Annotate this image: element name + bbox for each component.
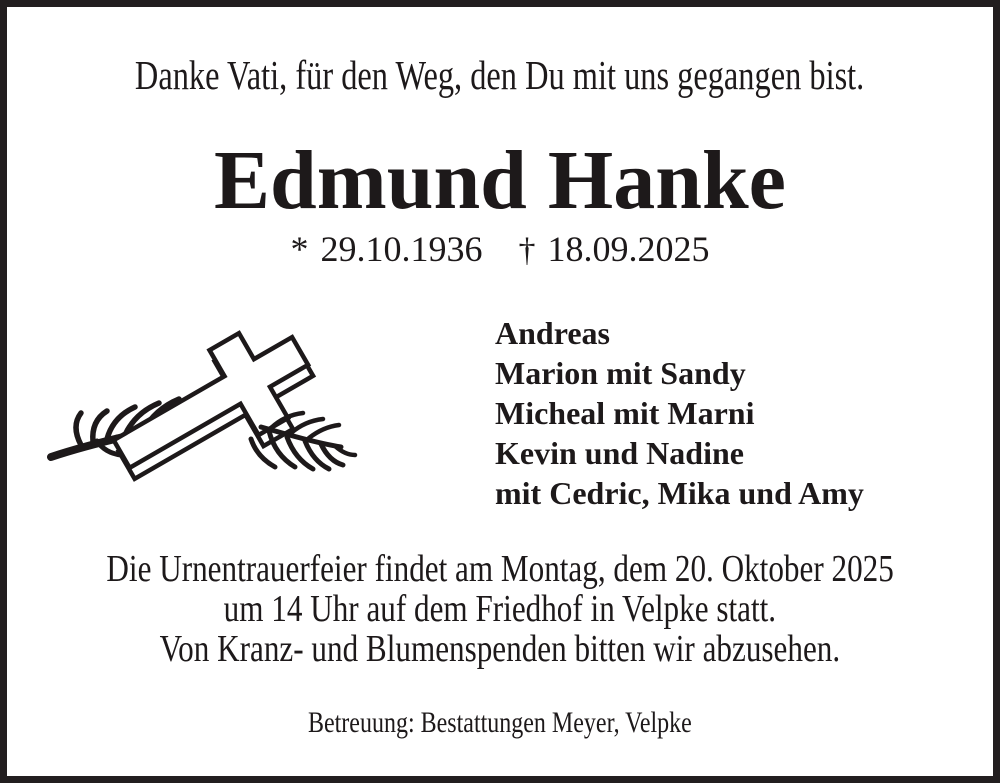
death-cross-symbol: † [518, 232, 536, 269]
birth-star-symbol: * [290, 229, 309, 269]
mourner-line: mit Cedric, Mika und Amy [495, 475, 864, 511]
life-dates [7, 231, 993, 268]
mourner-line: Marion mit Sandy [495, 355, 746, 391]
announcement-line: Die Urnentrauerfeier findet am Montag, dem 20. Oktober 2025 [106, 548, 894, 590]
mourner-line: Andreas [495, 315, 610, 351]
birth-date: 29.10.1936 [320, 229, 483, 269]
cross-palm-illustration [45, 327, 361, 487]
funeral-home-credit [7, 708, 993, 738]
death-date: 18.09.2025 [547, 229, 710, 269]
funeral-home-credit-text: Betreuung: Bestattungen Meyer, Velpke [308, 706, 692, 739]
mourners-list [495, 313, 864, 513]
birth-date-group [291, 231, 483, 267]
announcement-line: Von Kranz- und Blumenspenden bitten wir abzusehen. [159, 628, 841, 670]
mourner-line: Kevin und Nadine [495, 435, 744, 471]
deceased-name: Edmund Hanke [214, 134, 786, 227]
death-date-group [519, 231, 710, 268]
epigraph [7, 52, 993, 98]
mourner-line: Micheal mit Marni [495, 395, 755, 431]
epigraph-text: Danke Vati, für den Weg, den Du mit uns gegangen bist. [135, 52, 865, 98]
funeral-announcement [7, 549, 993, 669]
announcement-line: um 14 Uhr auf dem Friedhof in Velpke statt. [223, 588, 777, 630]
